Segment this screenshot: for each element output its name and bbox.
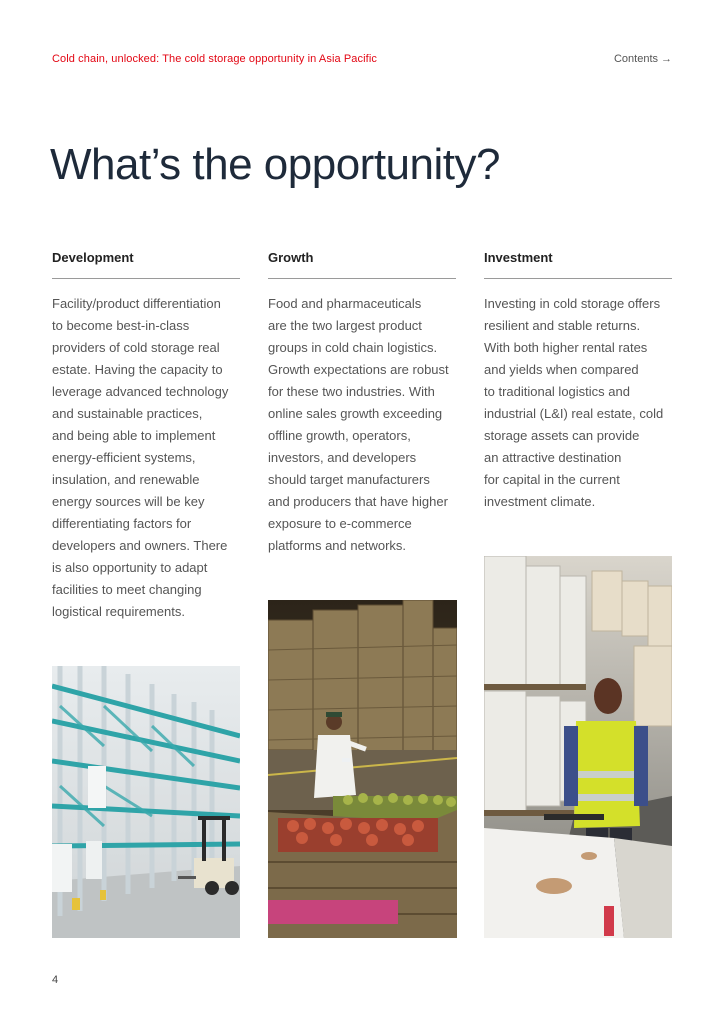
contents-link[interactable] xyxy=(614,53,672,65)
apple-crates-photo xyxy=(268,600,457,938)
contents-label: Contents xyxy=(613,53,658,65)
development-heading: Development xyxy=(52,250,240,279)
arrow-right-icon: → xyxy=(661,53,672,65)
report-title: Cold chain, unlocked: The cold storage opportunity in Asia Pacific xyxy=(52,53,377,65)
page-number: 4 xyxy=(52,974,59,986)
growth-body: Food and pharmaceuticals are the two largest product groups in cold chain logistics. Growth expectations are robust for these two industries. With online sales growth exceeding offline growth, operators, investors, and developers should target manufacturers and producers that have higher exposure to e-commerce platforms and networks. xyxy=(268,296,449,553)
growth-heading: Growth xyxy=(268,250,456,279)
development-column xyxy=(52,250,240,623)
warehouse-racking-photo xyxy=(52,666,240,938)
investment-body: Investing in cold storage offers resilient and stable returns. With both higher rental rates and yields when compared to traditional logistics and industrial (L&I) real estate, cold storage assets can provide an attractive destination for capital in the current investment climate. xyxy=(484,296,664,509)
investment-column xyxy=(484,250,672,513)
page-title: What’s the opportunity? xyxy=(50,140,500,189)
development-body: Facility/product differentiation to become best-in-class providers of cold storage real estate. Having the capacity to leverage advanced technology and sustainable practices, and being able to implement energy-efficient systems, insulation, and renewable energy sources will be key differentiating factors for developers and owners. There is also opportunity to adapt facilities to meet changing logistical requirements. xyxy=(52,296,229,619)
growth-column xyxy=(268,250,456,557)
pallet-jack-photo xyxy=(484,556,672,938)
investment-heading: Investment xyxy=(484,250,672,279)
